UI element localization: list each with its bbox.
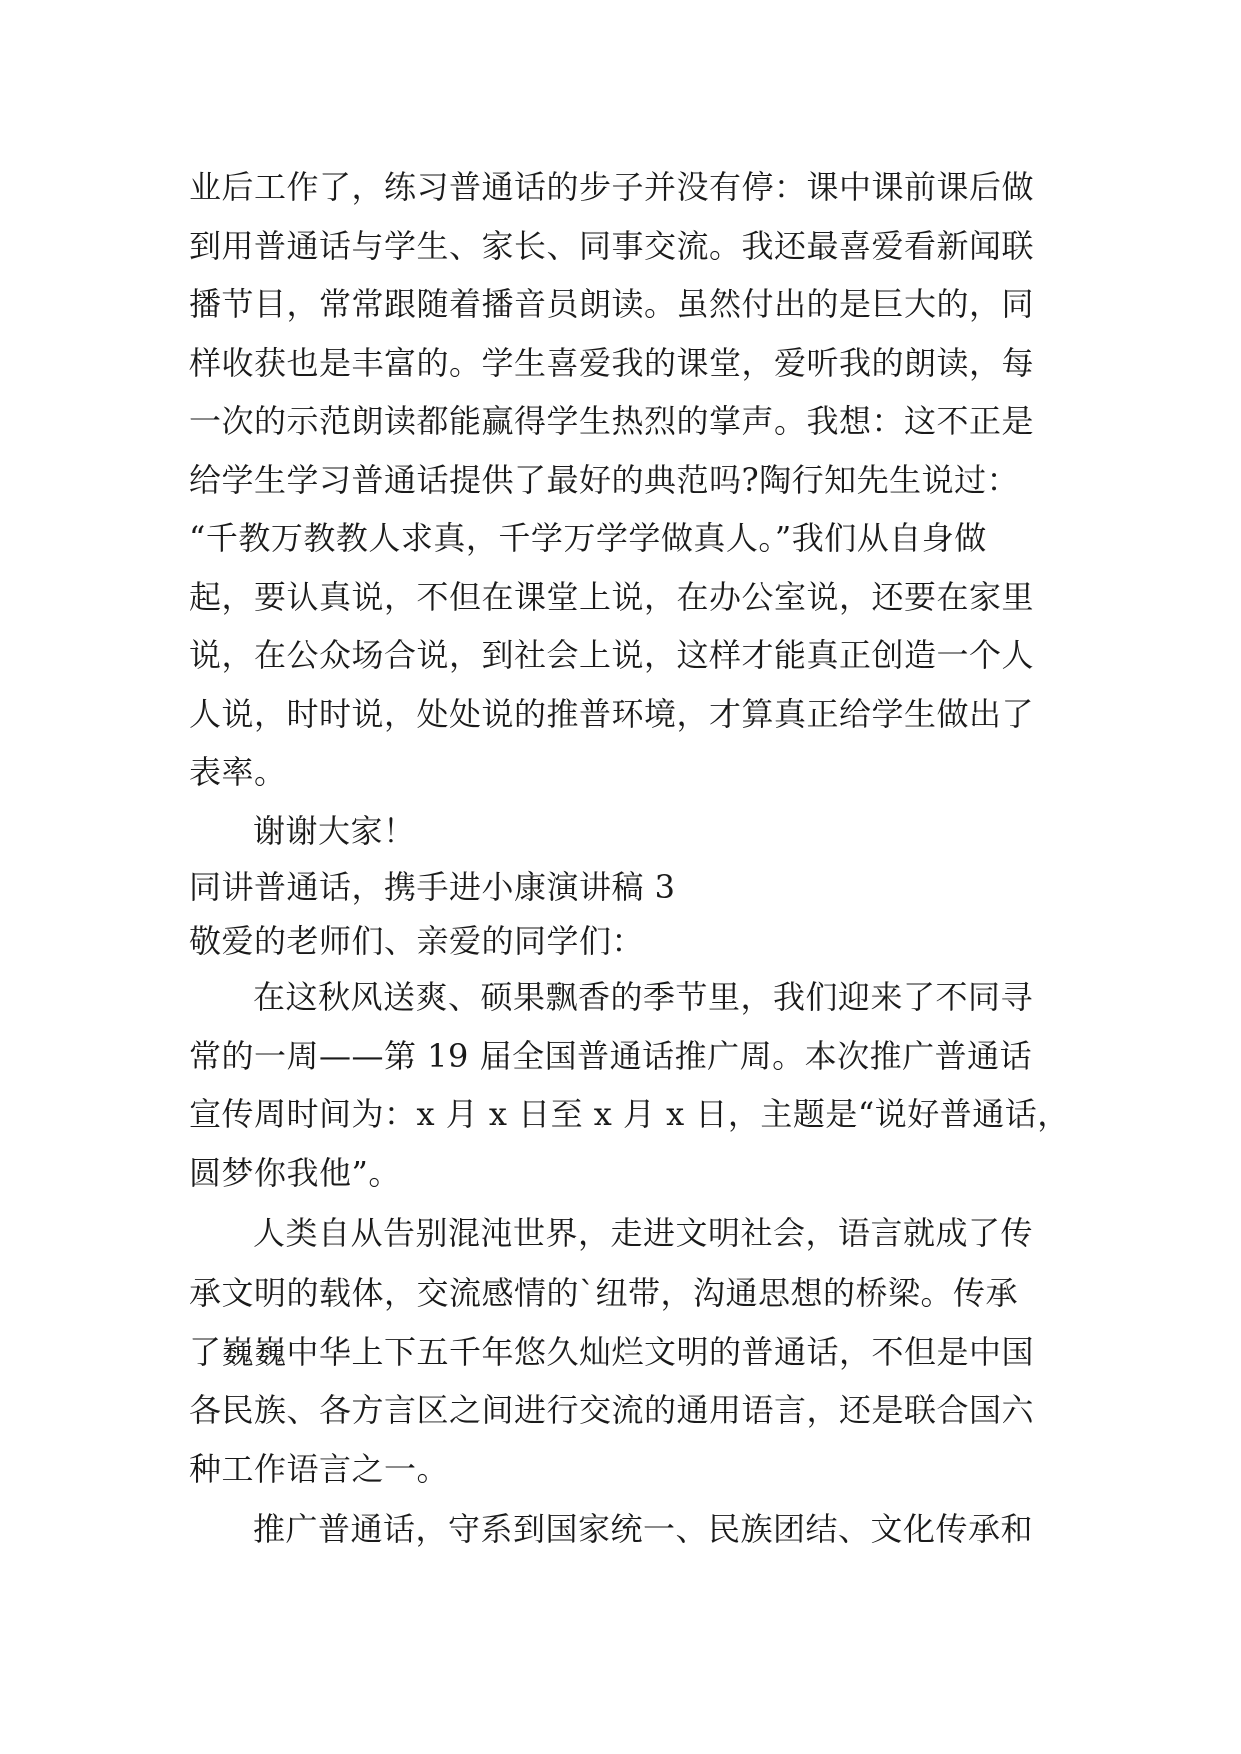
text-line: 样收获也是丰富的。学生喜爱我的课堂，爱听我的朗读，每 [189,343,1035,382]
text-line: 起，要认真说，不但在课堂上说，在办公室说，还要在家里 [189,577,1035,616]
text-line: 表率。 [189,753,287,791]
text-line: 承文明的载体，交流感情的`纽带，沟通思想的桥梁。传承 [189,1274,1019,1312]
section-heading: 同讲普通话，携手进小康演讲稿 3 [189,868,676,906]
text-line: 常的一周——第 19 届全国普通话推广周。本次推广普通话 [189,1036,1033,1075]
text-line: 各民族、各方言区之间进行交流的通用语言，还是联合国六 [189,1391,1035,1429]
paragraph-start: 人类自从告别混沌世界，走进文明社会，语言就成了传 [253,1214,1034,1252]
salutation: 敬爱的老师们、亲爱的同学们： [189,922,645,960]
text-line: 了巍巍中华上下五千年悠久灿烂文明的普通话，不但是中国 [189,1332,1035,1371]
text-line: 圆梦你我他”。 [189,1153,401,1192]
text-line: 给学生学习普通话提供了最好的典范吗?陶行知先生说过： [189,460,1020,499]
text-line: 播节目，常常跟随着播音员朗读。虽然付出的是巨大的，同 [189,285,1035,323]
text-line: 到用普通话与学生、家长、同事交流。我还最喜爱看新闻联 [189,226,1035,265]
text-line: 宣传周时间为：x 月 x 日至 x 月 x 日，主题是“说好普通话， [189,1095,1070,1133]
paragraph-start: 在这秋风送爽、硕果飘香的季节里，我们迎来了不同寻 [253,978,1034,1016]
paragraph-start: 推广普通话，守系到国家统一、民族团结、文化传承和 [253,1510,1034,1548]
text-line: 业后工作了，练习普通话的步子并没有停：课中课前课后做 [189,168,1035,206]
text-line: “千教万教教人求真，千学万学学做真人。”我们从自身做 [189,519,987,557]
text-line: 种工作语言之一。 [189,1449,450,1488]
text-line: 人说，时时说，处处说的推普环境，才算真正给学生做出了 [189,694,1035,733]
closing-line: 谢谢大家！ [253,811,416,850]
text-line: 说，在公众场合说，到社会上说，这样才能真正创造一个人 [189,636,1035,674]
document-body [189,158,1069,1560]
text-line: 一次的示范朗读都能赢得学生热烈的掌声。我想：这不正是 [189,402,1035,440]
